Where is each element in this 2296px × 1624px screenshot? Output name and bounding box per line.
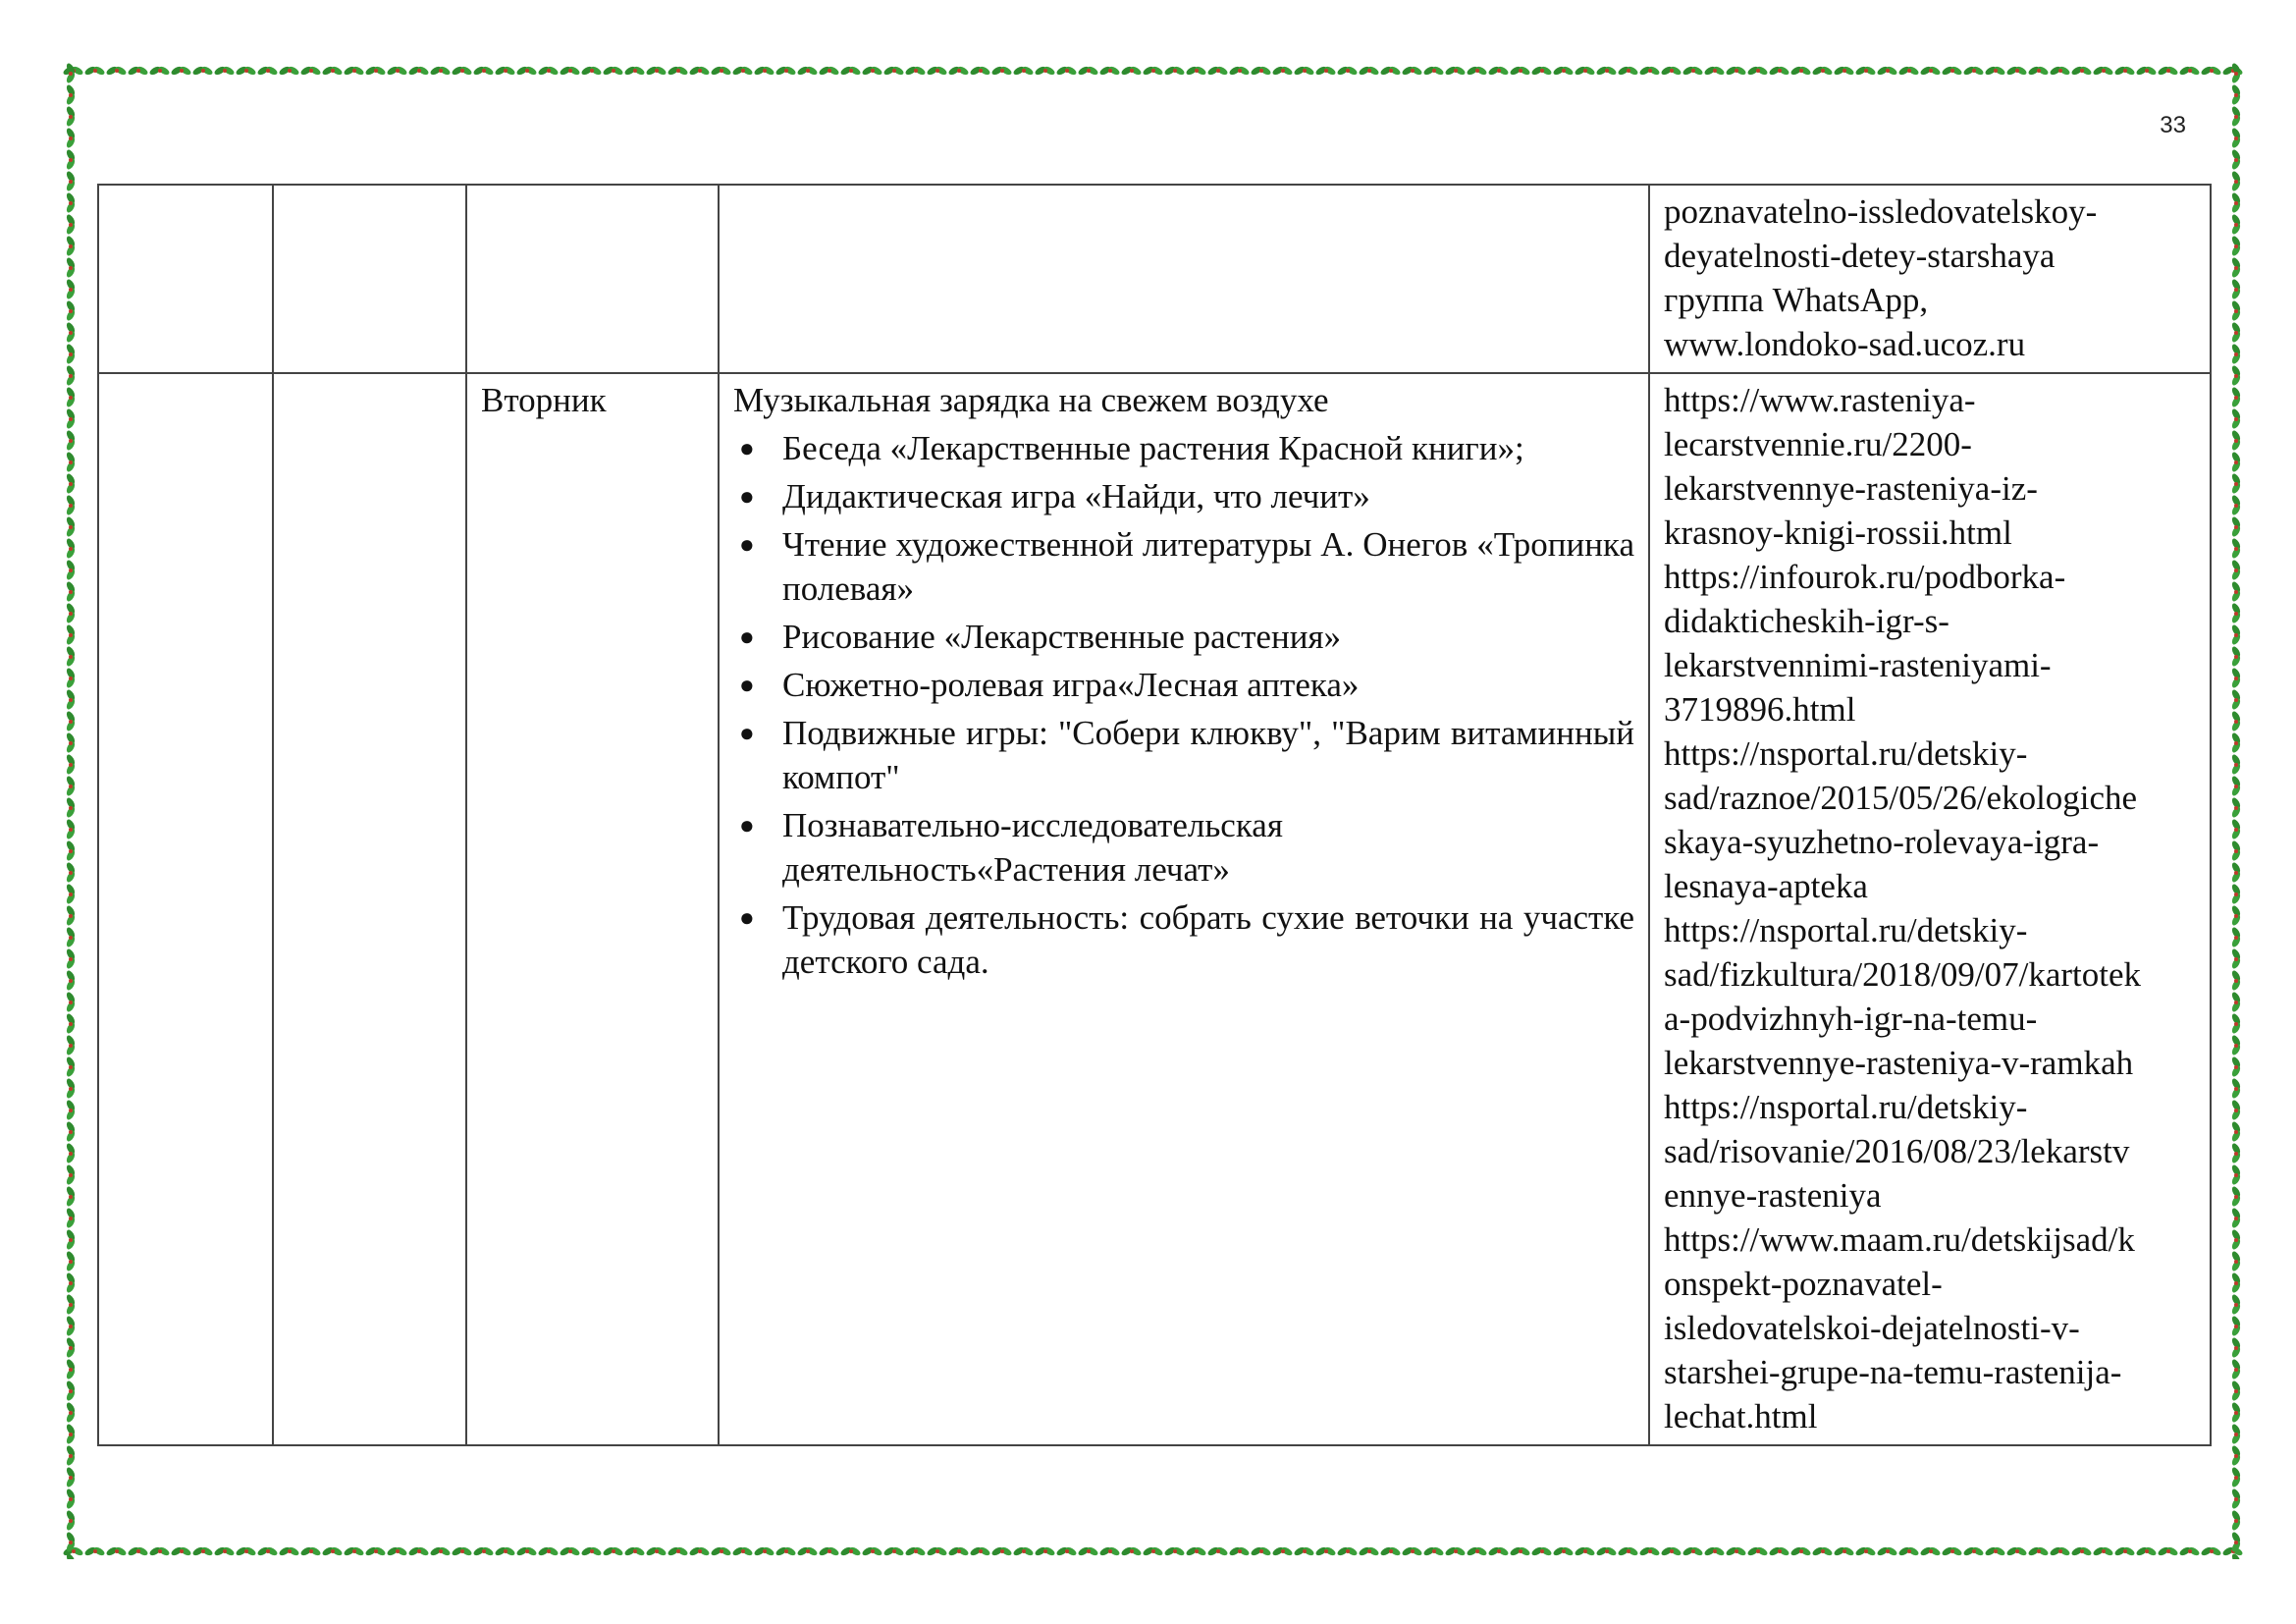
day-cell [466, 373, 719, 1445]
resource-link-line[interactable]: ennye-rasteniya [1664, 1176, 1882, 1215]
table-cell [98, 185, 273, 373]
resource-link-line[interactable]: isledovatelskoi-dejatelnosti-v- [1664, 1309, 2080, 1347]
table-cell [273, 373, 466, 1445]
day-label: Вторник [481, 381, 607, 419]
resource-link-line[interactable]: lekarstvennimi-rasteniyami- [1664, 646, 2052, 684]
holly-garland-icon [63, 63, 79, 1559]
holly-border-right [2228, 63, 2244, 1559]
bullet-icon: ● [739, 811, 755, 839]
resource-link-line[interactable]: https://nsportal.ru/detskiy- [1664, 911, 2028, 949]
list-item [739, 426, 1634, 470]
table-cell [273, 185, 466, 373]
list-item [739, 895, 1634, 984]
resource-link-line[interactable]: krasnoy-knigi-rossii.html [1664, 514, 2012, 552]
table-cell [719, 185, 1649, 373]
activities-list [733, 426, 1634, 984]
holly-garland-icon [63, 63, 2244, 79]
activities-cell [719, 373, 1649, 1445]
activity-title: Музыкальная зарядка на свежем воздухе [733, 381, 1329, 419]
activity-text: Чтение художественной литературы А. Онегов «Тропинка полевая» [782, 525, 1634, 608]
bullet-icon: ● [739, 719, 755, 747]
activity-text: Рисование «Лекарственные растения» [782, 618, 1342, 656]
page-number: 33 [2160, 112, 2186, 138]
resource-link-line[interactable]: sad/risovanie/2016/08/23/lekarstv [1664, 1132, 2130, 1170]
resource-link-line[interactable]: poznavatelno-issledovatelskoy- [1664, 192, 2098, 231]
activity-text: Трудовая деятельность: собрать сухие веточки на участке детского сада. [782, 898, 1634, 981]
activity-text: Познавательно-исследовательская деятельность«Растения лечат» [782, 806, 1283, 889]
resources-cell [1649, 185, 2211, 373]
list-item [739, 522, 1634, 611]
resource-link-line[interactable]: 3719896.html [1664, 690, 1856, 729]
resource-link-line[interactable]: skaya-syuzhetno-rolevaya-igra- [1664, 823, 2100, 861]
resource-link-line[interactable]: deyatelnosti-detey-starshaya [1664, 237, 2056, 275]
activity-text: Дидактическая игра «Найди, что лечит» [782, 477, 1370, 515]
table-row [98, 373, 2211, 1445]
activity-text: Сюжетно-ролевая игра«Лесная аптека» [782, 666, 1360, 704]
resource-link-line[interactable]: sad/raznoe/2015/05/26/ekologiche [1664, 779, 2138, 817]
resource-link-line[interactable]: lesnaya-apteka [1664, 867, 1868, 905]
resource-link-line[interactable]: www.londoko-sad.ucoz.ru [1664, 325, 2026, 363]
resource-text-line: группа WhatsApp, [1664, 281, 1929, 319]
bullet-icon: ● [739, 671, 755, 699]
resource-link-line[interactable]: onspekt-poznavatel- [1664, 1265, 1943, 1303]
resource-link-line[interactable]: a-podvizhnyh-igr-na-temu- [1664, 1000, 2038, 1038]
holly-border-top [63, 63, 2244, 79]
list-item [739, 803, 1634, 892]
holly-border-left [63, 63, 79, 1559]
holly-border-bottom [63, 1543, 2244, 1559]
list-item [739, 663, 1634, 707]
resource-link-line[interactable]: didakticheskih-igr-s- [1664, 602, 1949, 640]
bullet-icon: ● [739, 434, 755, 462]
resource-link-line[interactable]: https://www.maam.ru/detskijsad/k [1664, 1220, 2135, 1259]
activity-text: Беседа «Лекарственные растения Красной книги»; [782, 429, 1524, 467]
resource-link-line[interactable]: https://www.rasteniya- [1664, 381, 1976, 419]
activity-text: Подвижные игры: "Собери клюкву", "Варим витаминный компот" [782, 714, 1634, 796]
holly-garland-icon [63, 1543, 2244, 1559]
resource-link-line[interactable]: starshei-grupe-na-temu-rastenija- [1664, 1353, 2122, 1391]
table-row [98, 185, 2211, 373]
bullet-icon: ● [739, 530, 755, 559]
resource-link-line[interactable]: https://nsportal.ru/detskiy- [1664, 734, 2028, 773]
resource-link-line[interactable]: https://infourok.ru/podborka- [1664, 558, 2066, 596]
activity-plan-table [97, 184, 2212, 1446]
resource-link-line[interactable]: sad/fizkultura/2018/09/07/kartotek [1664, 955, 2142, 994]
resources-cell [1649, 373, 2211, 1445]
bullet-icon: ● [739, 903, 755, 932]
bullet-icon: ● [739, 623, 755, 651]
bullet-icon: ● [739, 482, 755, 511]
list-item [739, 711, 1634, 799]
table-cell [466, 185, 719, 373]
resource-link-line[interactable]: https://nsportal.ru/detskiy- [1664, 1088, 2028, 1126]
resource-link-line[interactable]: lekarstvennye-rasteniya-iz- [1664, 469, 2038, 508]
resource-link-line[interactable]: lechat.html [1664, 1397, 1818, 1435]
table-cell [98, 373, 273, 1445]
list-item [739, 474, 1634, 518]
resource-link-line[interactable]: lecarstvennie.ru/2200- [1664, 425, 1972, 463]
list-item [739, 615, 1634, 659]
resource-link-line[interactable]: lekarstvennye-rasteniya-v-ramkah [1664, 1044, 2134, 1082]
holly-garland-icon [2228, 63, 2244, 1559]
